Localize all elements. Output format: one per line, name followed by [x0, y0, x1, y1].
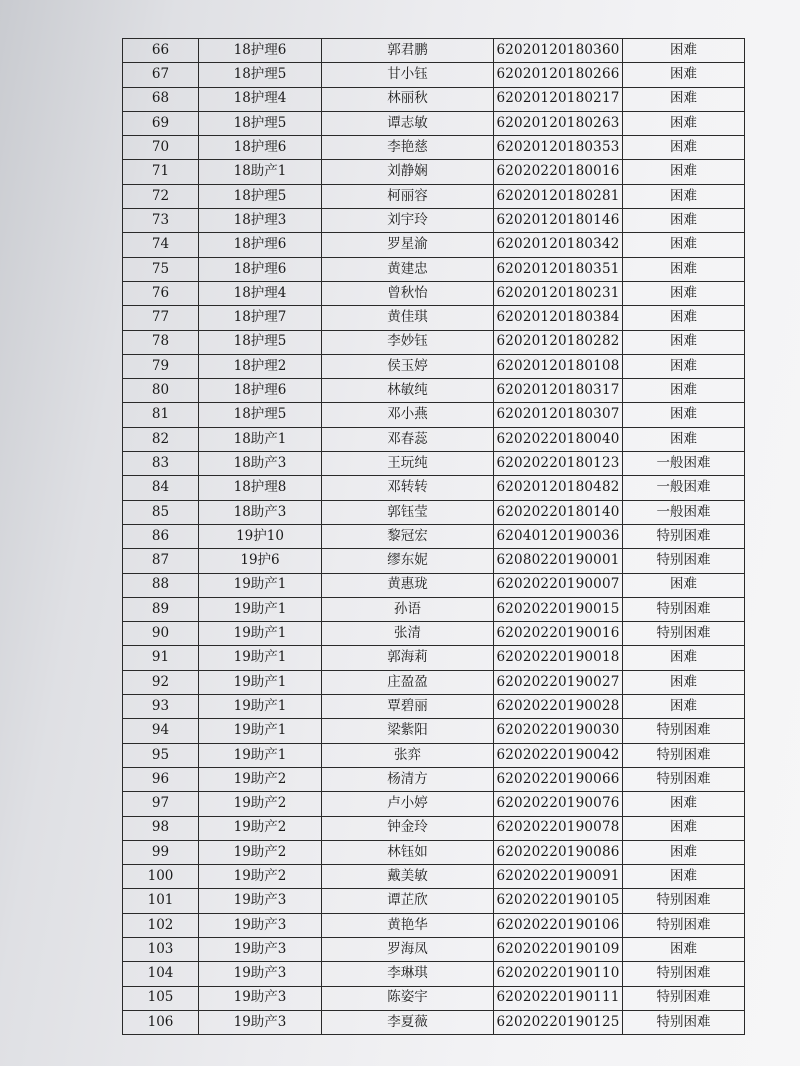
- table-row: [123, 63, 745, 87]
- class-cell: 19助产2: [199, 865, 322, 889]
- class-cell: 18助产3: [199, 500, 322, 524]
- student-name-cell: 曾秋怡: [322, 281, 494, 305]
- class-cell: 18护理5: [199, 184, 322, 208]
- table-row: [123, 136, 745, 160]
- row-number-cell: 83: [123, 452, 199, 476]
- row-number-cell: 68: [123, 87, 199, 111]
- row-number-cell: 81: [123, 403, 199, 427]
- row-number-cell: 95: [123, 743, 199, 767]
- student-id-cell: 62020220190091: [494, 865, 623, 889]
- table-row: [123, 233, 745, 257]
- student-name-cell: 谭志敏: [322, 111, 494, 135]
- student-name-cell: 谭芷欣: [322, 889, 494, 913]
- student-name-cell: 郭君鹏: [322, 39, 494, 63]
- student-name-cell: 杨清方: [322, 767, 494, 791]
- table-row: [123, 111, 745, 135]
- student-name-cell: 刘宇玲: [322, 209, 494, 233]
- student-id-cell: 62020220190086: [494, 840, 623, 864]
- class-cell: 18助产1: [199, 160, 322, 184]
- row-number-cell: 85: [123, 500, 199, 524]
- class-cell: 18护理5: [199, 111, 322, 135]
- class-cell: 19助产1: [199, 719, 322, 743]
- student-name-cell: 侯玉婷: [322, 354, 494, 378]
- student-id-cell: 62020120180384: [494, 306, 623, 330]
- student-id-cell: 62020120180108: [494, 354, 623, 378]
- student-id-cell: 62020120180360: [494, 39, 623, 63]
- student-id-cell: 62020220190066: [494, 767, 623, 791]
- class-cell: 18护理4: [199, 281, 322, 305]
- class-cell: 19护10: [199, 524, 322, 548]
- table-row: [123, 476, 745, 500]
- hardship-level-cell: 困难: [623, 136, 745, 160]
- student-id-cell: 62040120190036: [494, 524, 623, 548]
- hardship-level-cell: 困难: [623, 281, 745, 305]
- student-name-cell: 甘小钰: [322, 63, 494, 87]
- hardship-level-cell: 困难: [623, 39, 745, 63]
- row-number-cell: 89: [123, 597, 199, 621]
- student-id-cell: 62020220190018: [494, 646, 623, 670]
- class-cell: 19助产3: [199, 962, 322, 986]
- table-row: [123, 427, 745, 451]
- class-cell: 18护理6: [199, 39, 322, 63]
- student-id-cell: 62020220180140: [494, 500, 623, 524]
- row-number-cell: 72: [123, 184, 199, 208]
- student-name-cell: 张弈: [322, 743, 494, 767]
- class-cell: 18护理5: [199, 330, 322, 354]
- class-cell: 19助产3: [199, 937, 322, 961]
- row-number-cell: 79: [123, 354, 199, 378]
- row-number-cell: 73: [123, 209, 199, 233]
- hardship-level-cell: 特别困难: [623, 549, 745, 573]
- student-name-cell: 林钰如: [322, 840, 494, 864]
- class-cell: 18护理6: [199, 379, 322, 403]
- hardship-level-cell: 困难: [623, 695, 745, 719]
- table-row: [123, 573, 745, 597]
- student-id-cell: 62020120180263: [494, 111, 623, 135]
- table-row: [123, 719, 745, 743]
- student-id-cell: 62020120180282: [494, 330, 623, 354]
- student-id-cell: 62020120180281: [494, 184, 623, 208]
- student-name-cell: 钟金玲: [322, 816, 494, 840]
- class-cell: 19助产3: [199, 986, 322, 1010]
- row-number-cell: 74: [123, 233, 199, 257]
- table-row: [123, 87, 745, 111]
- student-name-cell: 王玩纯: [322, 452, 494, 476]
- table-row: [123, 622, 745, 646]
- student-id-cell: 62020220190078: [494, 816, 623, 840]
- hardship-level-cell: 困难: [623, 816, 745, 840]
- student-id-cell: 62020220190125: [494, 1010, 623, 1034]
- student-name-cell: 黄惠珑: [322, 573, 494, 597]
- row-number-cell: 88: [123, 573, 199, 597]
- row-number-cell: 104: [123, 962, 199, 986]
- student-name-cell: 罗星渝: [322, 233, 494, 257]
- class-cell: 19助产1: [199, 573, 322, 597]
- student-id-cell: 62020120180217: [494, 87, 623, 111]
- student-name-cell: 李夏薇: [322, 1010, 494, 1034]
- hardship-level-cell: 困难: [623, 865, 745, 889]
- student-id-cell: 62020220180123: [494, 452, 623, 476]
- student-name-cell: 庄盈盈: [322, 670, 494, 694]
- row-number-cell: 99: [123, 840, 199, 864]
- student-name-cell: 卢小婷: [322, 792, 494, 816]
- hardship-level-cell: 困难: [623, 209, 745, 233]
- hardship-level-cell: 困难: [623, 257, 745, 281]
- hardship-level-cell: 困难: [623, 792, 745, 816]
- row-number-cell: 86: [123, 524, 199, 548]
- hardship-level-cell: 特别困难: [623, 743, 745, 767]
- student-id-cell: 62020220190111: [494, 986, 623, 1010]
- class-cell: 18护理5: [199, 403, 322, 427]
- class-cell: 19助产3: [199, 913, 322, 937]
- table-row: [123, 1010, 745, 1034]
- row-number-cell: 93: [123, 695, 199, 719]
- row-number-cell: 66: [123, 39, 199, 63]
- class-cell: 18护理2: [199, 354, 322, 378]
- class-cell: 19助产2: [199, 792, 322, 816]
- hardship-level-cell: 特别困难: [623, 1010, 745, 1034]
- hardship-level-cell: 困难: [623, 111, 745, 135]
- class-cell: 18护理6: [199, 233, 322, 257]
- hardship-level-cell: 困难: [623, 184, 745, 208]
- student-roster-table: [122, 38, 745, 1035]
- student-name-cell: 郭海莉: [322, 646, 494, 670]
- class-cell: 19助产1: [199, 597, 322, 621]
- student-id-cell: 62020120180146: [494, 209, 623, 233]
- row-number-cell: 96: [123, 767, 199, 791]
- class-cell: 18护理8: [199, 476, 322, 500]
- hardship-level-cell: 困难: [623, 573, 745, 597]
- table-row: [123, 646, 745, 670]
- student-id-cell: 62020120180353: [494, 136, 623, 160]
- hardship-level-cell: 特别困难: [623, 767, 745, 791]
- hardship-level-cell: 困难: [623, 937, 745, 961]
- table-row: [123, 379, 745, 403]
- row-number-cell: 94: [123, 719, 199, 743]
- table-row: [123, 816, 745, 840]
- table-row: [123, 524, 745, 548]
- table-row: [123, 792, 745, 816]
- row-number-cell: 106: [123, 1010, 199, 1034]
- table-row: [123, 452, 745, 476]
- class-cell: 19助产3: [199, 889, 322, 913]
- hardship-level-cell: 特别困难: [623, 719, 745, 743]
- student-id-cell: 62020220190007: [494, 573, 623, 597]
- table-row: [123, 670, 745, 694]
- class-cell: 18护理3: [199, 209, 322, 233]
- hardship-level-cell: 困难: [623, 233, 745, 257]
- table-row: [123, 403, 745, 427]
- table-row: [123, 986, 745, 1010]
- class-cell: 18护理6: [199, 136, 322, 160]
- class-cell: 18护理7: [199, 306, 322, 330]
- table-body: [123, 39, 745, 1035]
- hardship-level-cell: 特别困难: [623, 962, 745, 986]
- row-number-cell: 80: [123, 379, 199, 403]
- class-cell: 18助产1: [199, 427, 322, 451]
- student-id-cell: 62020120180307: [494, 403, 623, 427]
- row-number-cell: 82: [123, 427, 199, 451]
- table-row: [123, 330, 745, 354]
- student-id-cell: 62020220190027: [494, 670, 623, 694]
- student-id-cell: 62020220190109: [494, 937, 623, 961]
- hardship-level-cell: 特别困难: [623, 913, 745, 937]
- hardship-level-cell: 特别困难: [623, 986, 745, 1010]
- hardship-level-cell: 一般困难: [623, 476, 745, 500]
- table-row: [123, 743, 745, 767]
- student-name-cell: 林敏纯: [322, 379, 494, 403]
- hardship-level-cell: 困难: [623, 840, 745, 864]
- hardship-level-cell: 困难: [623, 160, 745, 184]
- student-id-cell: 62020220190105: [494, 889, 623, 913]
- hardship-level-cell: 困难: [623, 330, 745, 354]
- hardship-level-cell: 困难: [623, 646, 745, 670]
- student-name-cell: 刘静娴: [322, 160, 494, 184]
- student-id-cell: 62020220190016: [494, 622, 623, 646]
- table-row: [123, 160, 745, 184]
- row-number-cell: 76: [123, 281, 199, 305]
- student-name-cell: 黄建忠: [322, 257, 494, 281]
- hardship-level-cell: 困难: [623, 403, 745, 427]
- class-cell: 19助产2: [199, 816, 322, 840]
- row-number-cell: 105: [123, 986, 199, 1010]
- hardship-level-cell: 一般困难: [623, 500, 745, 524]
- hardship-level-cell: 困难: [623, 670, 745, 694]
- class-cell: 19助产2: [199, 767, 322, 791]
- hardship-level-cell: 困难: [623, 87, 745, 111]
- student-name-cell: 缪东妮: [322, 549, 494, 573]
- table-row: [123, 597, 745, 621]
- student-name-cell: 黎冠宏: [322, 524, 494, 548]
- class-cell: 19助产1: [199, 646, 322, 670]
- row-number-cell: 75: [123, 257, 199, 281]
- hardship-level-cell: 特别困难: [623, 622, 745, 646]
- student-name-cell: 戴美敏: [322, 865, 494, 889]
- student-id-cell: 62020220180016: [494, 160, 623, 184]
- student-name-cell: 林丽秋: [322, 87, 494, 111]
- hardship-level-cell: 特别困难: [623, 889, 745, 913]
- student-name-cell: 柯丽容: [322, 184, 494, 208]
- student-id-cell: 62020220190110: [494, 962, 623, 986]
- table-row: [123, 354, 745, 378]
- row-number-cell: 77: [123, 306, 199, 330]
- student-id-cell: 62020220190076: [494, 792, 623, 816]
- table-row: [123, 184, 745, 208]
- row-number-cell: 100: [123, 865, 199, 889]
- row-number-cell: 84: [123, 476, 199, 500]
- class-cell: 19护6: [199, 549, 322, 573]
- student-name-cell: 邓小燕: [322, 403, 494, 427]
- student-name-cell: 邓转转: [322, 476, 494, 500]
- class-cell: 19助产1: [199, 670, 322, 694]
- student-name-cell: 李艳慈: [322, 136, 494, 160]
- student-name-cell: 陈姿宇: [322, 986, 494, 1010]
- student-id-cell: 62020220190028: [494, 695, 623, 719]
- student-name-cell: 张清: [322, 622, 494, 646]
- student-id-cell: 62020220190030: [494, 719, 623, 743]
- student-id-cell: 62080220190001: [494, 549, 623, 573]
- student-name-cell: 李妙钰: [322, 330, 494, 354]
- student-id-cell: 62020220180040: [494, 427, 623, 451]
- hardship-level-cell: 一般困难: [623, 452, 745, 476]
- hardship-level-cell: 困难: [623, 379, 745, 403]
- table-row: [123, 209, 745, 233]
- row-number-cell: 102: [123, 913, 199, 937]
- student-id-cell: 62020220190015: [494, 597, 623, 621]
- table-row: [123, 695, 745, 719]
- class-cell: 18护理5: [199, 63, 322, 87]
- table-row: [123, 306, 745, 330]
- student-name-cell: 郭钰莹: [322, 500, 494, 524]
- student-id-cell: 62020220190042: [494, 743, 623, 767]
- table-row: [123, 549, 745, 573]
- student-name-cell: 邓春蕊: [322, 427, 494, 451]
- student-name-cell: 覃碧丽: [322, 695, 494, 719]
- row-number-cell: 97: [123, 792, 199, 816]
- student-id-cell: 62020120180317: [494, 379, 623, 403]
- table-row: [123, 500, 745, 524]
- hardship-level-cell: 困难: [623, 63, 745, 87]
- class-cell: 18护理4: [199, 87, 322, 111]
- student-name-cell: 孙语: [322, 597, 494, 621]
- row-number-cell: 67: [123, 63, 199, 87]
- student-id-cell: 62020120180342: [494, 233, 623, 257]
- table-row: [123, 913, 745, 937]
- class-cell: 19助产3: [199, 1010, 322, 1034]
- table-row: [123, 281, 745, 305]
- row-number-cell: 101: [123, 889, 199, 913]
- table-row: [123, 889, 745, 913]
- student-id-cell: 62020120180351: [494, 257, 623, 281]
- student-name-cell: 梁紫阳: [322, 719, 494, 743]
- student-name-cell: 黄艳华: [322, 913, 494, 937]
- table-row: [123, 865, 745, 889]
- hardship-level-cell: 特别困难: [623, 524, 745, 548]
- class-cell: 18护理6: [199, 257, 322, 281]
- student-name-cell: 李琳琪: [322, 962, 494, 986]
- student-id-cell: 62020120180482: [494, 476, 623, 500]
- hardship-level-cell: 困难: [623, 354, 745, 378]
- student-id-cell: 62020220190106: [494, 913, 623, 937]
- row-number-cell: 92: [123, 670, 199, 694]
- table-row: [123, 962, 745, 986]
- student-id-cell: 62020120180266: [494, 63, 623, 87]
- table-row: [123, 937, 745, 961]
- class-cell: 19助产1: [199, 743, 322, 767]
- row-number-cell: 90: [123, 622, 199, 646]
- row-number-cell: 103: [123, 937, 199, 961]
- student-id-cell: 62020120180231: [494, 281, 623, 305]
- hardship-level-cell: 困难: [623, 306, 745, 330]
- student-name-cell: 罗海凤: [322, 937, 494, 961]
- class-cell: 18助产3: [199, 452, 322, 476]
- hardship-level-cell: 困难: [623, 427, 745, 451]
- row-number-cell: 69: [123, 111, 199, 135]
- row-number-cell: 71: [123, 160, 199, 184]
- student-name-cell: 黄佳琪: [322, 306, 494, 330]
- row-number-cell: 91: [123, 646, 199, 670]
- table-row: [123, 257, 745, 281]
- row-number-cell: 87: [123, 549, 199, 573]
- row-number-cell: 70: [123, 136, 199, 160]
- row-number-cell: 98: [123, 816, 199, 840]
- table-row: [123, 39, 745, 63]
- class-cell: 19助产1: [199, 695, 322, 719]
- hardship-level-cell: 特别困难: [623, 597, 745, 621]
- class-cell: 19助产1: [199, 622, 322, 646]
- table-row: [123, 767, 745, 791]
- class-cell: 19助产2: [199, 840, 322, 864]
- row-number-cell: 78: [123, 330, 199, 354]
- table-row: [123, 840, 745, 864]
